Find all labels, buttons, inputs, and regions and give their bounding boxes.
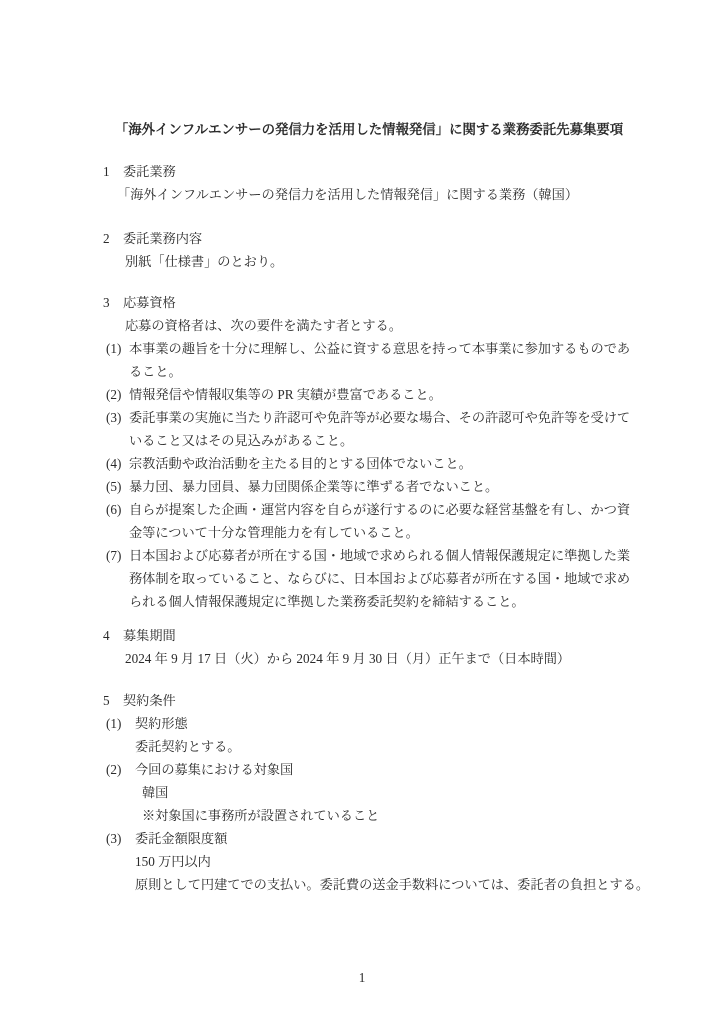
sub-item-contract-form — [103, 712, 635, 758]
section-application-period — [103, 624, 635, 670]
section-heading-row — [103, 624, 635, 647]
list-item — [103, 337, 635, 383]
section-heading-row — [103, 291, 635, 314]
sub-item-title: 委託金額限度額 — [135, 831, 228, 846]
item-line: 日本国および応募者が所在する国・地域で求められる個人情報保護規定に準拠した業 — [129, 548, 631, 563]
item-marker: (1) — [106, 716, 122, 731]
item-line: 務体制を取っていること、ならびに、日本国および応募者が所在する国・地域で求め — [129, 571, 631, 586]
list-item — [103, 383, 635, 406]
item-marker: (7) — [106, 548, 122, 563]
list-item — [103, 498, 635, 544]
list-item — [103, 544, 635, 613]
section-number: 1 — [103, 164, 110, 179]
item-text — [129, 498, 635, 544]
section-number: 4 — [103, 628, 110, 643]
section-heading-row — [103, 160, 635, 183]
section-body-line: 「海外インフルエンサーの発信力を活用した情報発信」に関する業務（韓国） — [117, 187, 579, 202]
sub-item-note-line: ※対象国に事務所が設置されていること — [142, 808, 380, 823]
sub-item-title: 今回の募集における対象国 — [135, 762, 294, 777]
section-heading: 応募資格 — [123, 295, 176, 310]
item-text — [129, 406, 635, 452]
sub-item-target-country — [103, 758, 635, 827]
list-item — [103, 475, 635, 498]
item-text — [135, 758, 635, 827]
item-marker: (2) — [106, 387, 122, 402]
document-title: 「海外インフルエンサーの発信力を活用した情報発信」に関する業務委託先募集要項 — [114, 122, 624, 137]
section-intro-line: 応募の資格者は、次の要件を満たす者とする。 — [125, 318, 402, 333]
item-line: 金等について十分な管理能力を有していること。 — [129, 525, 419, 540]
section-heading: 募集期間 — [123, 628, 176, 643]
item-text — [129, 383, 635, 406]
item-marker: (1) — [106, 341, 122, 356]
item-line: られる個人情報保護規定に準拠した業務委託契約を締結すること。 — [129, 594, 525, 609]
sub-item-line: 原則として円建てでの支払い。委託費の送金手数料については、委託者の負担とする。 — [135, 877, 650, 892]
item-line: いること又はその見込みがあること。 — [129, 433, 354, 448]
item-text — [135, 827, 649, 896]
section-heading-row — [103, 689, 635, 712]
item-line: 委託事業の実施に当たり許認可や免許等が必要な場合、その許認可や免許等を受けて — [129, 410, 631, 425]
section-number: 2 — [103, 231, 110, 246]
item-text — [135, 712, 635, 758]
sub-item-amount-limit — [103, 827, 650, 896]
item-marker: (3) — [106, 410, 122, 425]
item-text — [129, 452, 635, 475]
sub-item-line: 150 万円以内 — [135, 854, 211, 869]
item-line: 自らが提案した企画・運営内容を自らが遂行するのに必要な経営基盤を有し、かつ資 — [129, 502, 631, 517]
section-heading-row — [103, 227, 635, 250]
item-text — [129, 337, 635, 383]
section-number: 3 — [103, 295, 110, 310]
section-heading: 委託業務内容 — [123, 231, 203, 246]
item-line: 本事業の趣旨を十分に理解し、公益に資する意思を持って本事業に参加するものであ — [129, 341, 631, 356]
sub-item-line: 委託契約とする。 — [135, 739, 241, 754]
item-marker: (5) — [106, 479, 122, 494]
item-marker: (4) — [106, 456, 122, 471]
item-marker: (6) — [106, 502, 122, 517]
section-number: 5 — [103, 693, 110, 708]
section-heading: 委託業務 — [123, 164, 176, 179]
list-item — [103, 406, 635, 452]
item-line: 情報発信や情報収集等の PR 実績が豊富であること。 — [129, 387, 442, 402]
section-work-details — [103, 227, 635, 273]
item-line: 暴力団、暴力団員、暴力団関係企業等に準ずる者でないこと。 — [129, 479, 499, 494]
page-number: 1 — [358, 970, 366, 985]
item-marker: (2) — [106, 762, 122, 777]
item-text — [129, 544, 635, 613]
section-contract-terms — [103, 689, 650, 896]
section-body-line: 別紙「仕様書」のとおり。 — [125, 254, 284, 269]
section-consigned-work — [103, 160, 635, 206]
sub-item-title: 契約形態 — [135, 716, 188, 731]
item-marker: (3) — [106, 831, 122, 846]
sub-item-line: 韓国 — [142, 785, 169, 800]
section-heading: 契約条件 — [123, 693, 176, 708]
list-item — [103, 452, 635, 475]
section-eligibility — [103, 291, 635, 613]
item-line: 宗教活動や政治活動を主たる目的とする団体でないこと。 — [129, 456, 472, 471]
item-text — [129, 475, 635, 498]
section-body-line: 2024 年 9 月 17 日（火）から 2024 年 9 月 30 日（月）正午まで（日本時間） — [125, 651, 571, 666]
item-line: ること。 — [129, 364, 182, 379]
